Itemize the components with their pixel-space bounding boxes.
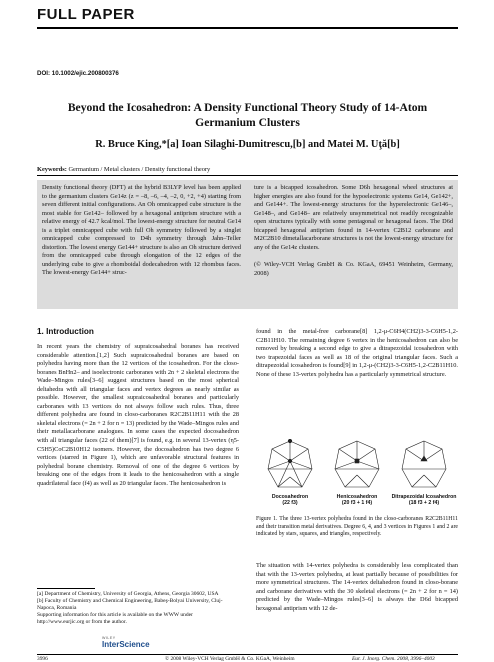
paper-title — [37, 101, 458, 130]
figure-label-docosahedron: Docosahedron (22 f3) — [271, 494, 309, 506]
figure-caption: Figure 1. The three 13-vertex polyhedra found in the closo-carboranes R2C2B11H11 and their transition metal derivatives. Degree 6, 4, and 3 vertices in Figures 1 and 2 are indicated by stars, squares, and triangles, respectively. — [256, 516, 458, 538]
abstract-left: Density functional theory (DFT) at the hybrid B3LYP level has been applied to the germanium clusters Ge14z (z = –8, –6, –4, –2, 0, +2, +4) starting from seven different initial configurations. An Oh omnicapped cube structure is the most stable for Ge142– followed by a hexagonal antiprism structure with a relative energy of 42.7 kcal/mol. The lowest-energy structure for neutral Ge14 is a triplet omnicapped cube with full Oh symmetry followed by a singlet omnicapped cube compressed to D4h symmetry through Jahn–Teller distortion. The lowest energy Ge144+ structure is also an Oh structure derived from the omnicapped cube through elongation of the 12 edges of the underlying cube to give a rhomboidal dodecahedron with 12 rhombus faces. The lowest-energy Ge144+ struc- — [42, 184, 241, 276]
ditrapezoidal-icosahedron-drawing — [402, 441, 446, 487]
header-rule — [37, 27, 458, 29]
journal-citation: Eur. J. Inorg. Chem. 2008, 3996–4003 — [352, 656, 435, 662]
footnotes — [37, 591, 239, 626]
abstract-right-text: ture is a bicapped icosahedron. Some D6h hexagonal wheel structures at higher energies are also found for the hypoelectronic systems Ge14, Ge142+, and Ge144+. The lowest-energy structures for the hyperelectronic Ge146–, Ge148–, and Ge148– are relatively unsymmetrical not readily recognizable open structures typically with some pentagonal or hexagonal faces. The D6d bicapped hexagonal antiprism found in 14-vertex C2B12 carborane and M2C2B10 dimetallacarborane structures is not the lowest-energy structure for any of the Ge14z clusters. — [254, 184, 453, 251]
doi: DOI: 10.1002/ejic.200800376 — [37, 70, 119, 77]
title-line-1: Beyond the Icosahedron: A Density Functional Theory Study of 14-Atom — [67, 101, 428, 114]
authors: R. Bruce King,*[a] Ioan Silaghi-Dumitrescu,[b] and Matei M. Uţă[b] — [95, 139, 400, 150]
body-right-column-2: The situation with 14-vertex polyhedra is considerably less complicated than that with the 13-vertex polyhedra, at least partially because of possibilities for more symmetrical structures. The 14-vertex deltahedron found in closo-borane and carborane derivatives with the 30 skeletal electrons (= 2n + 2 for n = 14) predicted by the Wade–Mingos rules[3–6] is always the D6d bicapped hexagonal antiprism with 12 de- — [256, 562, 458, 612]
footer-rule — [37, 654, 458, 655]
abstract-copyright: (© Wiley-VCH Verlag GmbH & Co. KGaA, 69451 Weinheim, Germany, 2008) — [254, 261, 453, 277]
keywords-label: Keywords: — [37, 166, 67, 173]
footer-copyright: © 2008 Wiley-VCH Verlag GmbH & Co. KGaA, Weinheim — [165, 656, 295, 662]
keywords-list: Germanium / Metal clusters / Density functional theory — [68, 166, 211, 173]
henicosahedron-drawing — [335, 441, 379, 487]
footnote-rule — [37, 588, 95, 589]
footnote-si: Supporting information for this article is available on the WWW under http://www.eurjic.org or from the author. — [37, 612, 193, 625]
abstract-box — [37, 180, 458, 309]
section-heading: 1. Introduction — [37, 327, 94, 336]
body-right-column: found in the metal-free carborane[8] 1,2-μ-C6H4(CH2)3-3-C6H5-1,2-C2B11H10. The remaining degree 6 vertex in the henicosahedron can also be removed by breaking a second edge to give a ditrapezoidal icosahedron with two trapezoidal faces as well as 18 of the original triangular faces. Such a ditrapezoidal icosahedron is found[9] in 1,2-μ-(CH2)3-3-C6H5-1,2-C2B11H10. None of these 13-vertex polyhedra has a particularly symmetrical structure. — [256, 328, 458, 378]
keywords — [37, 166, 458, 173]
page-number: 3996 — [37, 656, 48, 662]
docosahedron-drawing — [268, 439, 312, 487]
footnote-b: [b] Faculty of Chemistry and Chemical Engineering, Babeş-Bolyai University, Cluj-Napoca, Romania — [37, 598, 223, 611]
keywords-rule — [37, 175, 458, 176]
title-line-2: Germanium Clusters — [195, 115, 300, 129]
abstract-right — [254, 184, 453, 278]
section-label: FULL PAPER — [37, 6, 135, 23]
figure-label-ditrapezoidal: Ditrapezoidal Icosahedron (18 f3 + 2 f4) — [391, 494, 457, 506]
interscience-logo: WILEY InterScience — [102, 636, 150, 649]
body-left-column: In recent years the chemistry of supraicosahedral boranes has received considerable attention.[1,2] Such supraicosahedral boranes are based on polyhedra having more than the 12 vertices of the icosahedron. For the closo-boranes BnHn2– and isoelectronic carboranes with 2n + 2 skeletal electrons the Wade–Mingos rules[3–6] suggest structures based on the most spherical deltahedra with all triangular faces and vertex degrees as nearly similar as possible. However, the smallest supraicosahedral boranes and particularly carboranes with 13 vertices do not always follow such rules. Thus, three different polyhedra are found in closo-carboranes R2C2B11H11 with the 28 skeletal electrons (= 2n + 2 for n = 13) predicted by the Wade–Mingos rules and their metallacarborane analogues. In some cases the expected docosahedron with all triangular faces (22 of them)[7] is found, e.g. in several 13-vertex (η5-C5H5)CoC2B10H12 isomers. However, the docosahedron has two degree 6 vertices (starred in Figure 1), which are unfavorable structural features in polyhedral borane chemistry. Removal of one of the degree 6 vertices by breaking one of the edges from it leads to the henicosahedron with a single quadrilateral face (f4) as well as 20 triangular faces. The henicosahedron is — [37, 343, 239, 487]
figure-label-henicosahedron: Henicosahedron (20 f3 + 1 f4) — [336, 494, 378, 506]
footnote-a: [a] Department of Chemistry, University of Georgia, Athens, Georgia 30602, USA — [37, 591, 219, 597]
